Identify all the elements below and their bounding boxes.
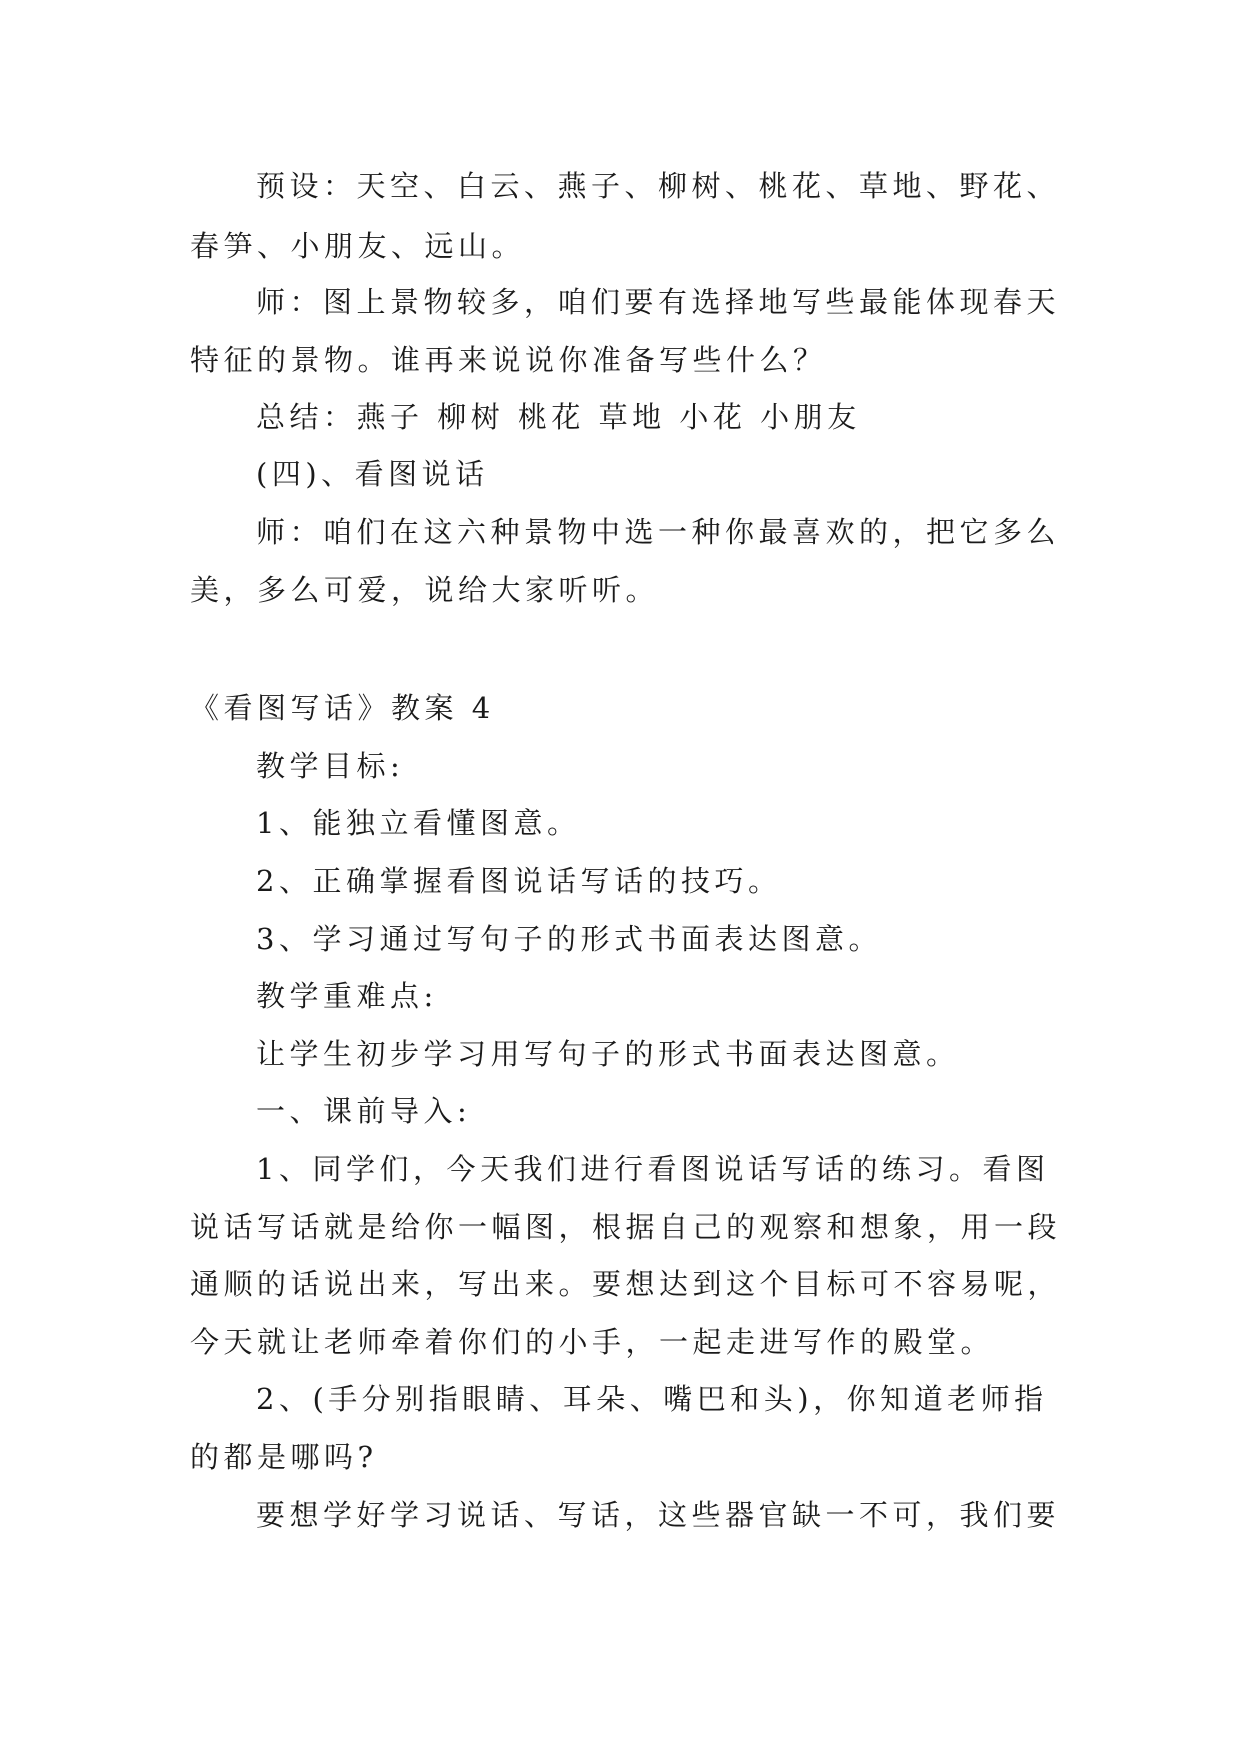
text-line: 2、正确掌握看图说话写话的技巧。 xyxy=(256,864,782,898)
text-line: 1、能独立看懂图意。 xyxy=(256,806,581,840)
text-line: 总结：燕子 柳树 桃花 草地 小花 小朋友 xyxy=(256,400,861,434)
text-line: 通顺的话说出来，写出来。要想达到这个目标可不容易呢， xyxy=(190,1267,1062,1301)
text-line: 的都是哪吗? xyxy=(190,1440,378,1474)
text-line: 教学目标: xyxy=(256,749,405,783)
text-line: 预设：天空、白云、燕子、柳树、桃花、草地、野花、 xyxy=(256,169,1061,203)
text-line: 今天就让老师牵着你们的小手，一起走进写作的殿堂。 xyxy=(190,1325,995,1359)
section-heading: 《看图写话》教案 4 xyxy=(190,691,495,725)
text-line: 师：咱们在这六种景物中选一种你最喜欢的，把它多么 xyxy=(256,515,1061,549)
text-line: 3、学习通过写句子的形式书面表达图意。 xyxy=(256,922,882,956)
text-line: 师：图上景物较多，咱们要有选择地写些最能体现春天 xyxy=(256,285,1061,319)
text-line: 2、(手分别指眼睛、耳朵、嘴巴和头)，你知道老师指 xyxy=(256,1382,1048,1416)
text-line: 让学生初步学习用写句子的形式书面表达图意。 xyxy=(256,1037,960,1071)
text-line: 1、同学们，今天我们进行看图说话写话的练习。看图 xyxy=(256,1152,1050,1186)
text-line: (四)、看图说话 xyxy=(256,457,489,491)
text-line: 说话写话就是给你一幅图，根据自己的观察和想象，用一段 xyxy=(190,1210,1062,1244)
text-line: 美，多么可爱，说给大家听听。 xyxy=(190,573,660,607)
text-line: 一、课前导入: xyxy=(256,1094,472,1128)
text-line: 特征的景物。谁再来说说你准备写些什么？ xyxy=(190,343,827,377)
text-line: 教学重难点: xyxy=(256,979,438,1013)
text-line: 春笋、小朋友、远山。 xyxy=(190,229,526,263)
text-line: 要想学好学习说话、写话，这些器官缺一不可，我们要 xyxy=(256,1498,1061,1532)
